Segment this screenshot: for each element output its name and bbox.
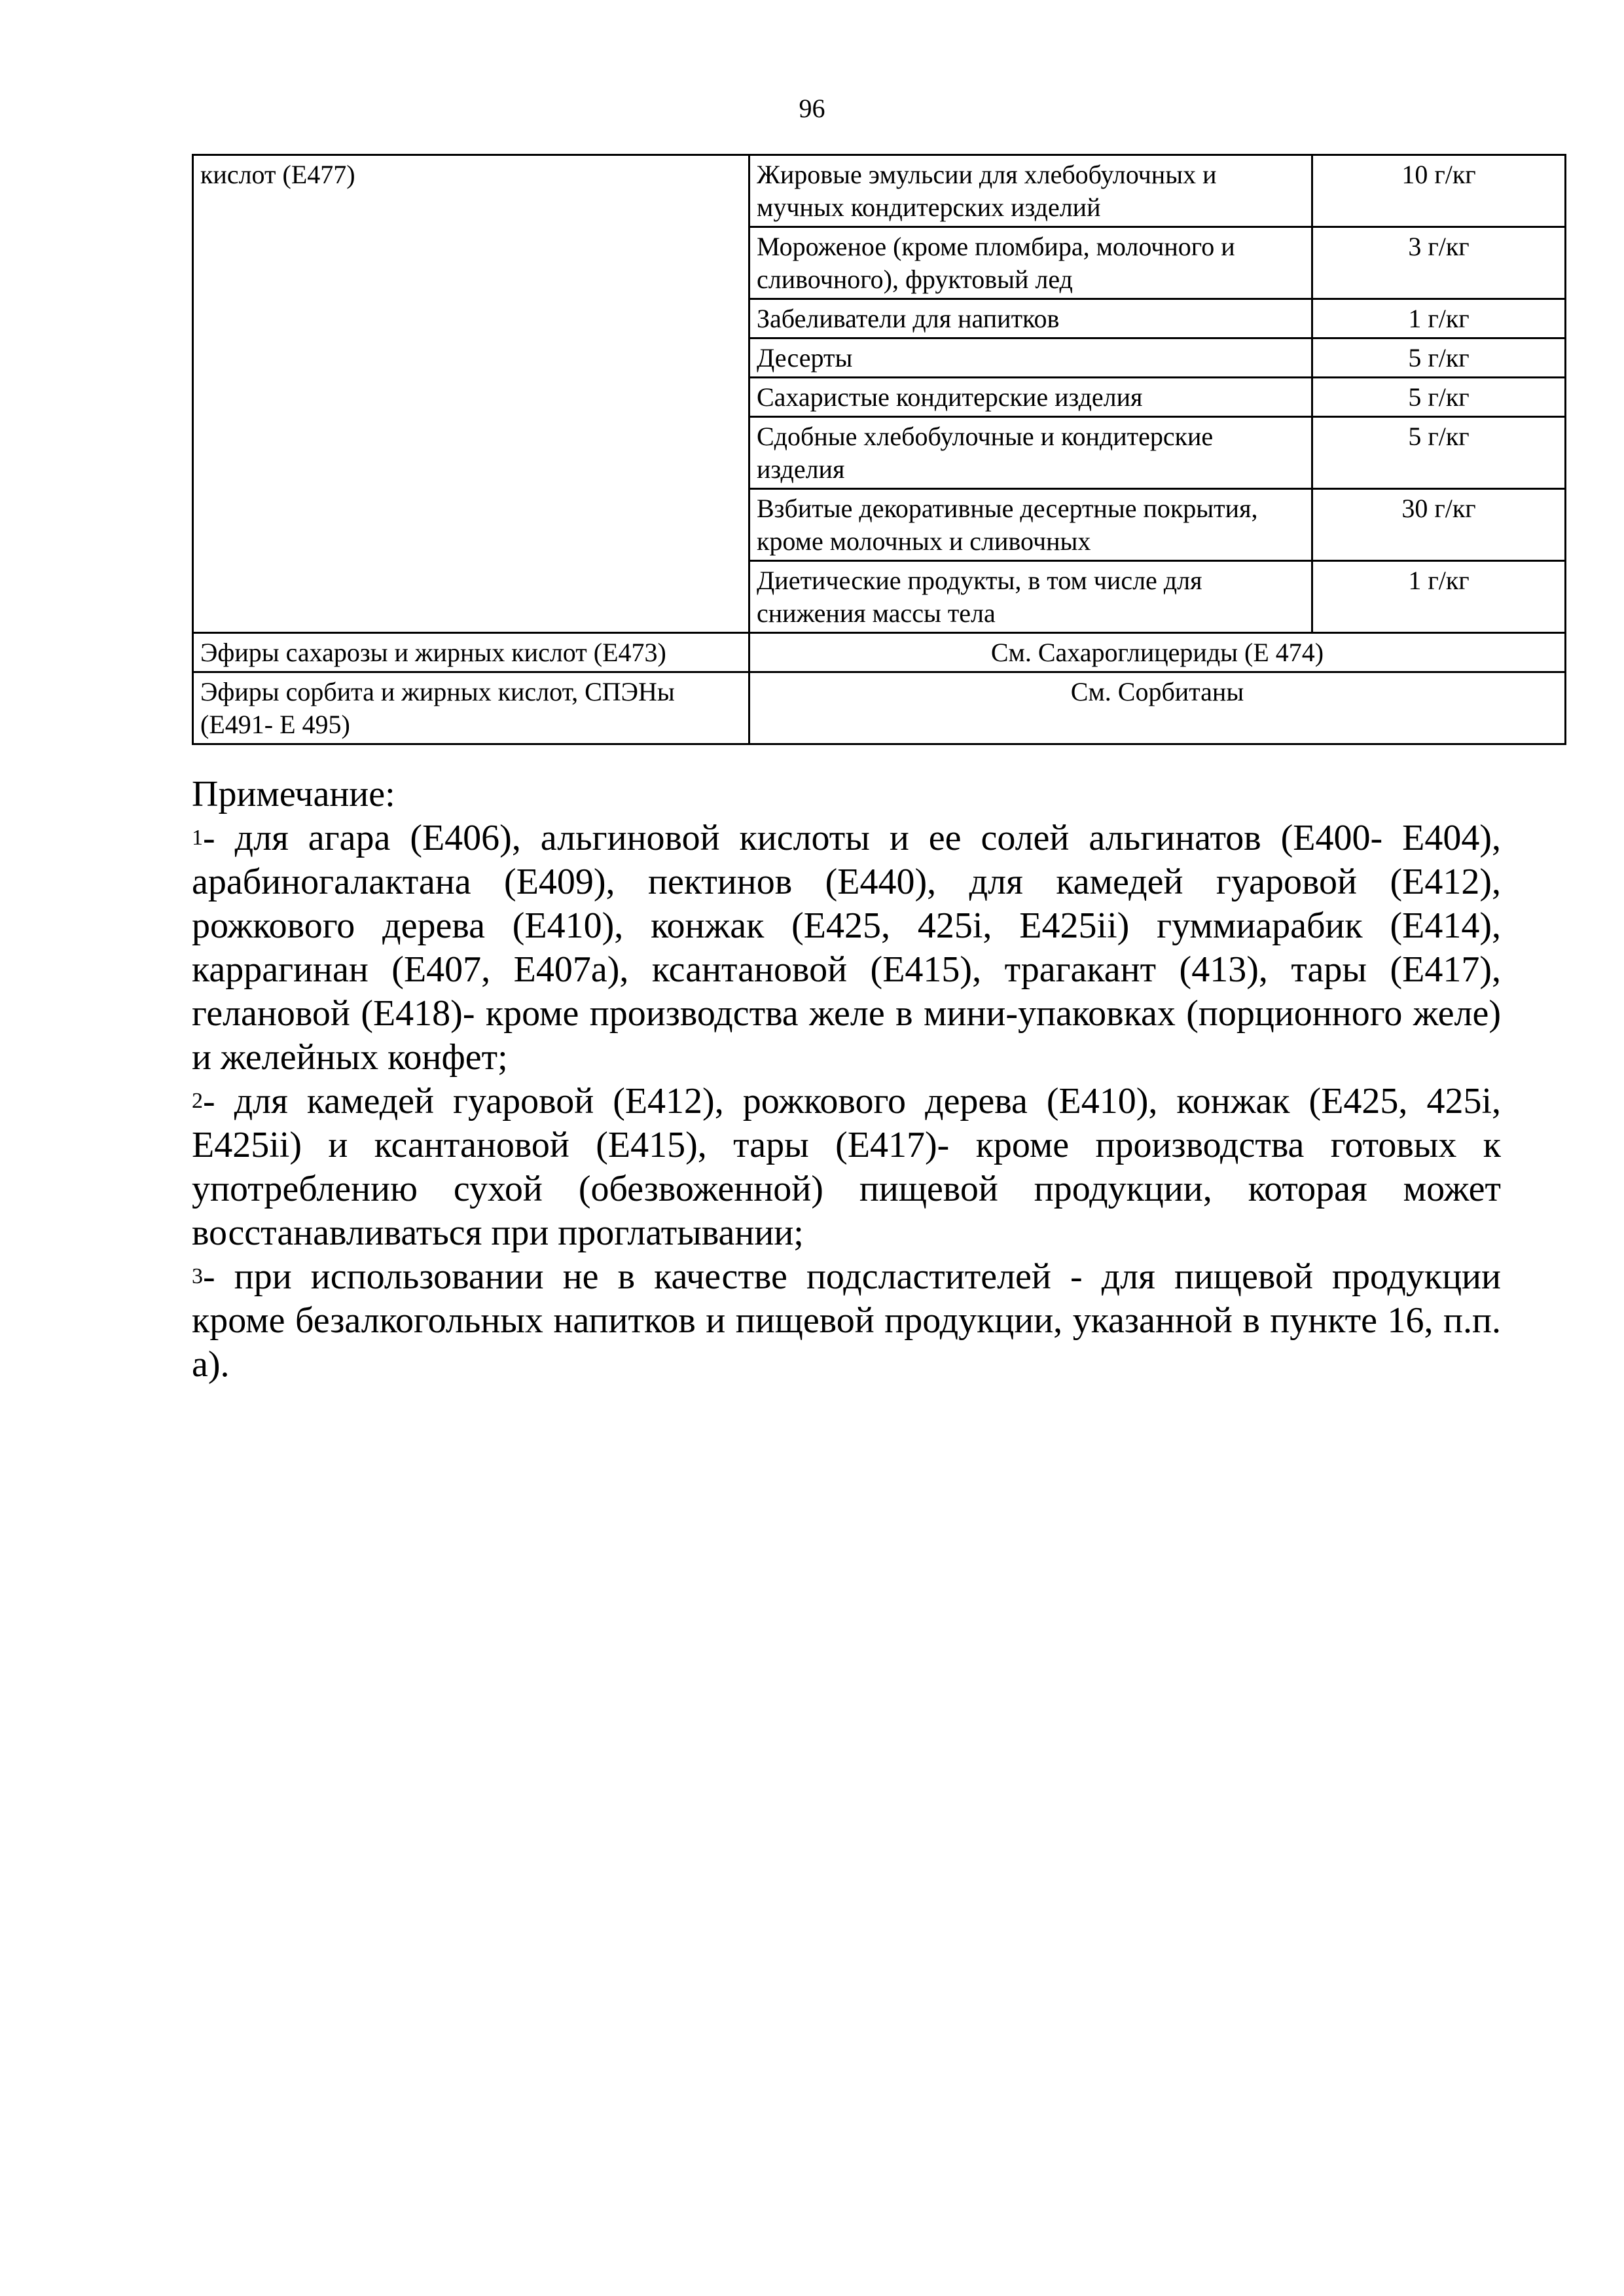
note-item — [192, 1080, 1501, 1255]
additive-cell: кислот (Е477) — [193, 155, 749, 633]
product-cell: Диетические продукты, в том числе для снижения массы тела — [749, 561, 1312, 633]
product-cell: Мороженое (кроме пломбира, молочного и сливочного), фруктовый лед — [749, 227, 1312, 299]
additive-cell: Эфиры сахарозы и жирных кислот (Е473) — [193, 633, 749, 672]
reference-cell: См. Сорбитаны — [749, 672, 1566, 744]
page-number: 96 — [799, 94, 825, 123]
note-item — [192, 1255, 1501, 1387]
note-marker: 3 — [192, 1264, 203, 1288]
amount-cell: 10 г/кг — [1312, 155, 1566, 227]
note-marker: 1 — [192, 826, 203, 850]
amount-cell: 1 г/кг — [1312, 299, 1566, 338]
note-text: - для агара (Е406), альгиновой кислоты и ее солей альгинатов (Е400- Е404), арабиногалактана (Е409), пектинов (Е440), для камедей гуаровой (Е412), рожкового дерева (Е410), конжак (Е425, 425i, Е425ii) гуммиарабик (Е414), каррагинан (Е407, Е407а), ксантановой (Е415), трагакант (413), тары (Е417), гелановой (Е418)- кроме производства желе в мини-упаковках (порционного желе) и желейных конфет; — [192, 818, 1501, 1078]
amount-cell: 1 г/кг — [1312, 561, 1566, 633]
product-cell: Взбитые декоративные десертные покрытия, кроме молочных и сливочных — [749, 489, 1312, 561]
table-row — [193, 672, 1566, 744]
note-item — [192, 816, 1501, 1080]
additive-cell: Эфиры сорбита и жирных кислот, СПЭНы (Е491- Е 495) — [193, 672, 749, 744]
amount-cell: 5 г/кг — [1312, 417, 1566, 489]
notes-heading: Примечание: — [192, 774, 395, 814]
additives-table — [192, 154, 1566, 745]
table-row — [193, 155, 1566, 227]
amount-cell: 5 г/кг — [1312, 378, 1566, 417]
product-cell: Десерты — [749, 338, 1312, 378]
notes-section — [192, 773, 1501, 1387]
product-cell: Жировые эмульсии для хлебобулочных и мучных кондитерских изделий — [749, 155, 1312, 227]
note-marker: 2 — [192, 1089, 203, 1113]
table-row — [193, 633, 1566, 672]
product-cell: Сахаристые кондитерские изделия — [749, 378, 1312, 417]
amount-cell: 30 г/кг — [1312, 489, 1566, 561]
reference-cell: См. Сахароглицериды (Е 474) — [749, 633, 1566, 672]
amount-cell: 3 г/кг — [1312, 227, 1566, 299]
note-text: - для камедей гуаровой (Е412), рожкового дерева (Е410), конжак (Е425, 425i, Е425ii) и ксантановой (Е415), тары (Е417)- кроме производства готовых к употреблению сухой (обезвоженной) пищевой продукции, которая может восстанавливаться при проглатывании; — [192, 1081, 1501, 1253]
product-cell: Забеливатели для напитков — [749, 299, 1312, 338]
product-cell: Сдобные хлебобулочные и кондитерские изделия — [749, 417, 1312, 489]
note-text: - при использовании не в качестве подсластителей - для пищевой продукции кроме безалкогольных напитков и пищевой продукции, указанной в пункте 16, п.п. а). — [192, 1256, 1501, 1385]
amount-cell: 5 г/кг — [1312, 338, 1566, 378]
